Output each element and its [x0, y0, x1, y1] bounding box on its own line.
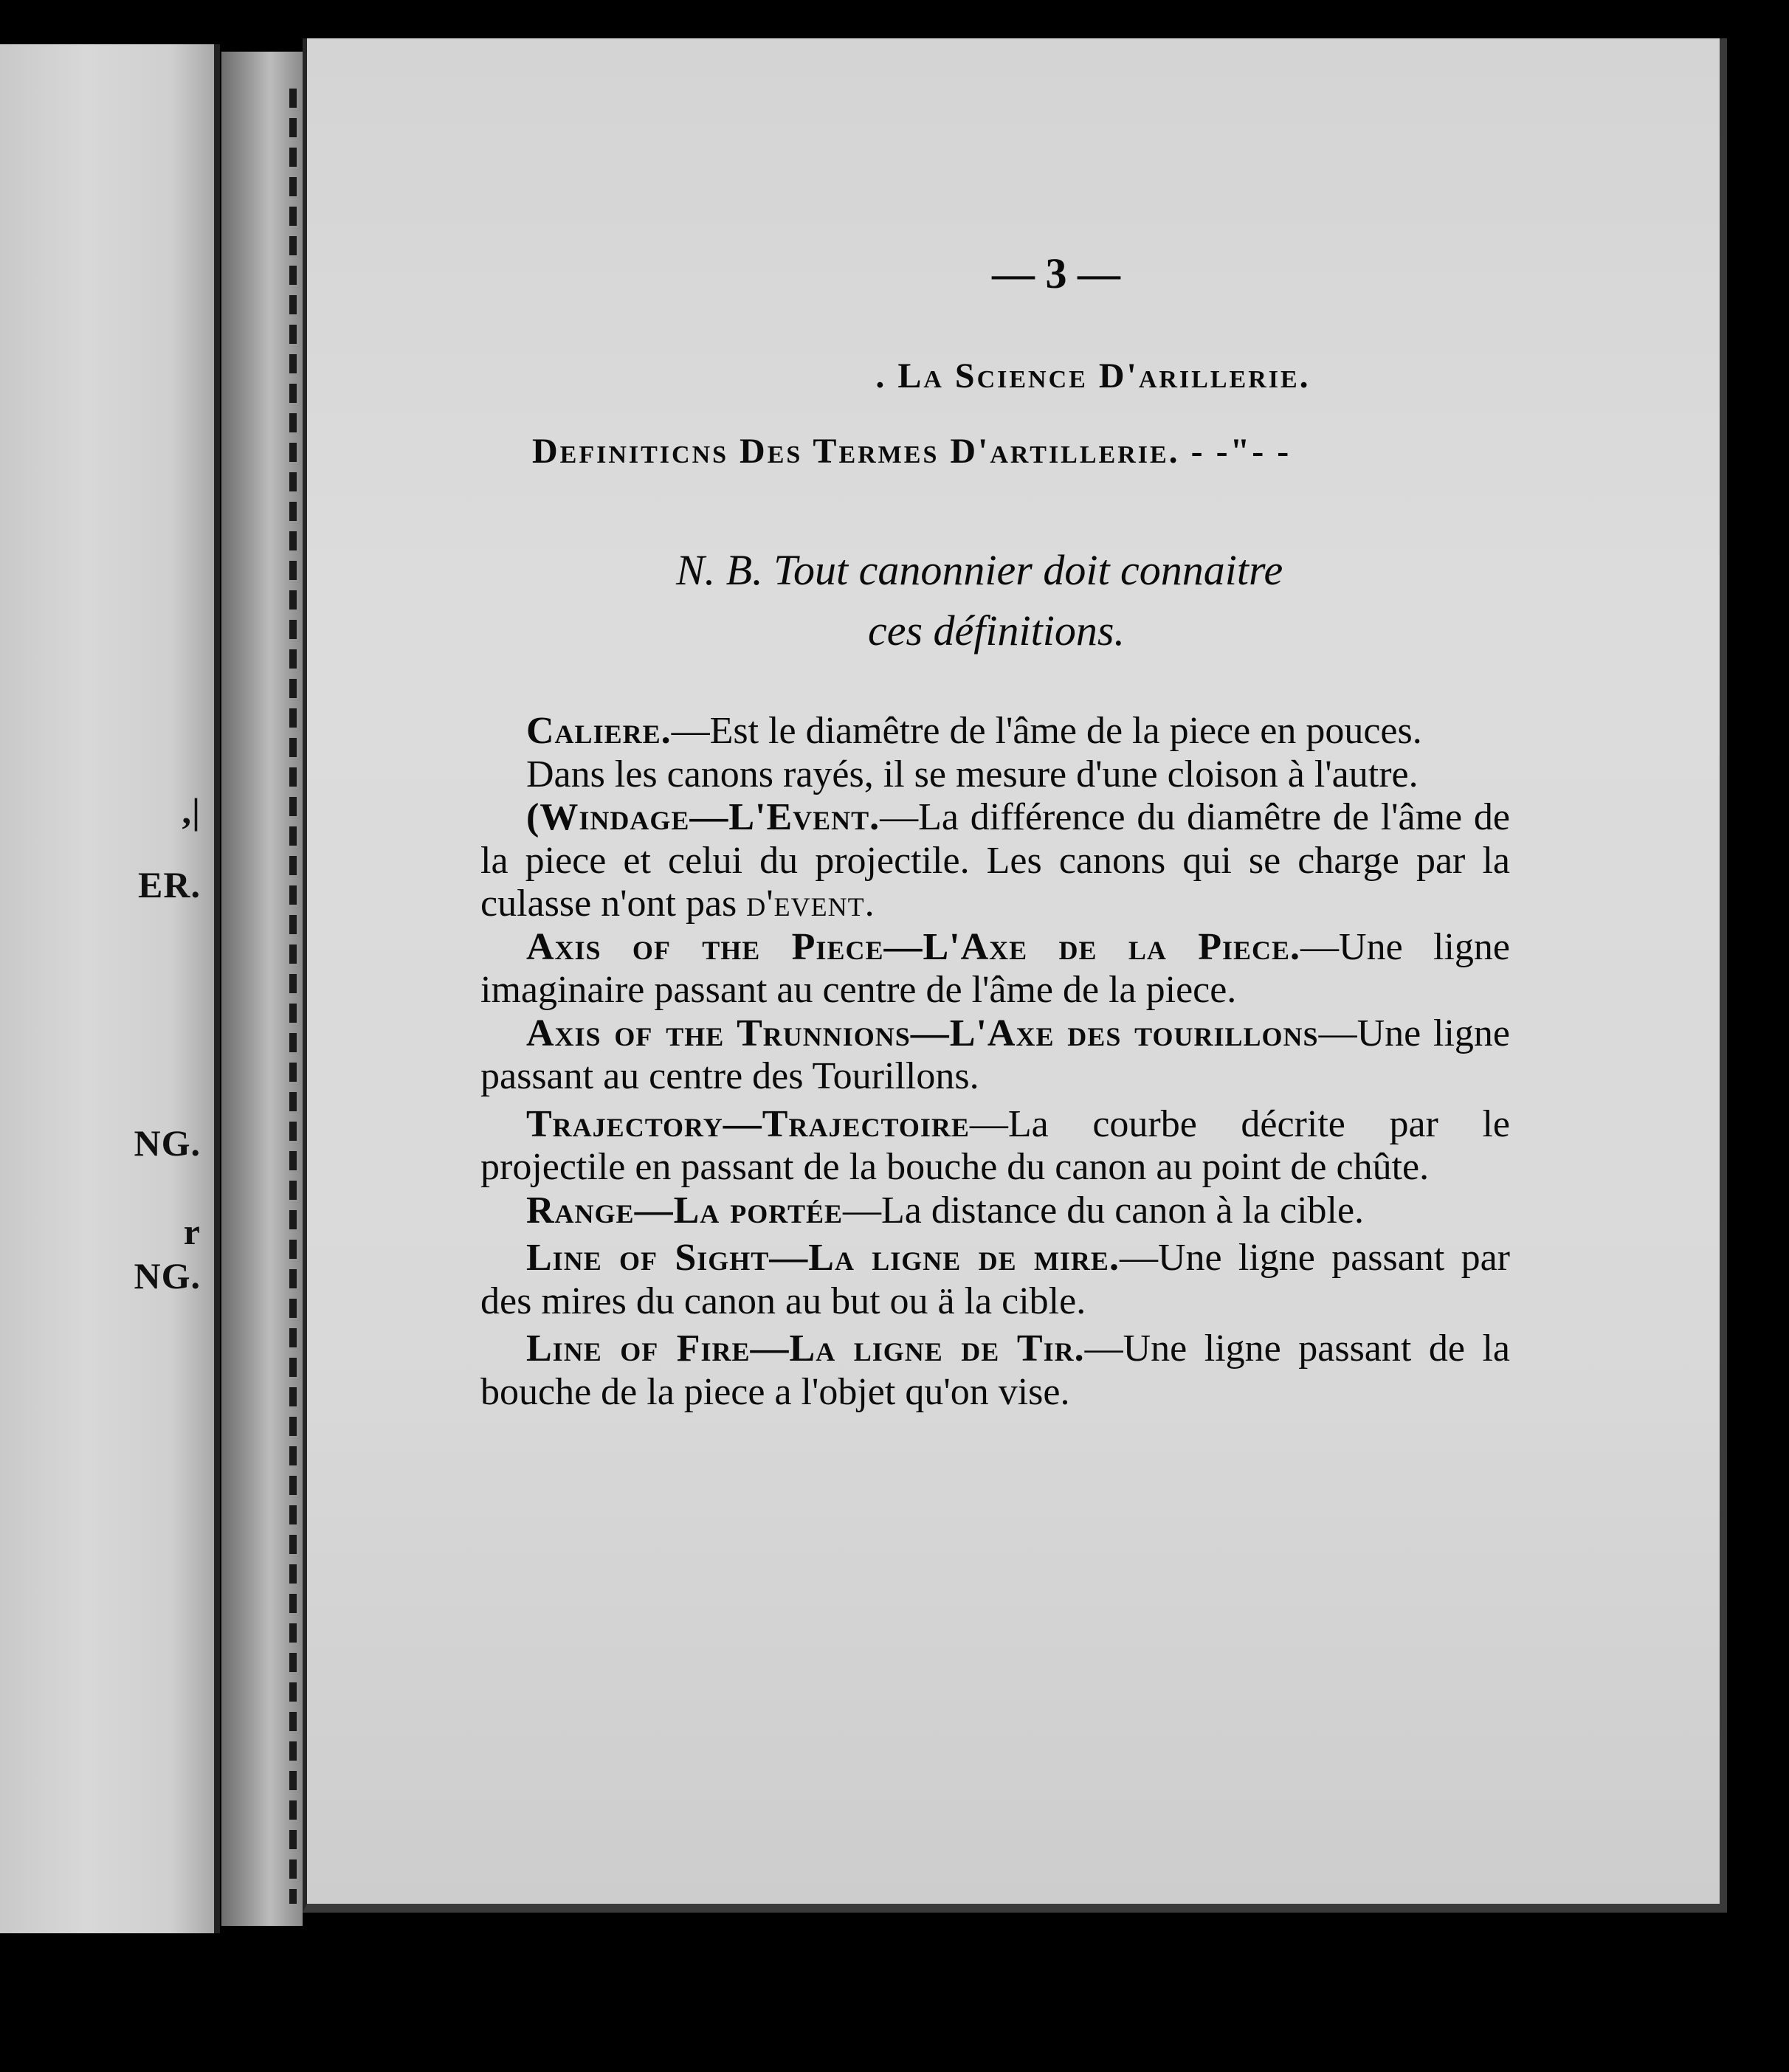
page	[303, 38, 1727, 1913]
definition-text: —Une ligne passant par des mires du canon au but ou ä la cible.	[480, 1237, 1510, 1322]
definition-line-of-sight	[480, 1237, 1510, 1323]
spine-stitching	[289, 89, 297, 1904]
definition-trajectory	[480, 1103, 1510, 1189]
definition-text: —La différence du diamêtre de l'âme de la piece et celui du projectile. Les canons qui se charge par la culasse n'ont pas	[480, 796, 1510, 925]
definition-text: Dans les canons rayés, il se mesure d'une cloison à l'autre.	[526, 753, 1419, 795]
definition-term: Axis of the Trunnions—L'Axe des tourillons	[526, 1012, 1319, 1054]
definition-term: Line of Fire—La ligne de Tir.	[526, 1327, 1085, 1370]
definition-term: Axis of the Piece—L'Axe de la Piece.	[526, 925, 1301, 968]
definition-text: —Est le diamêtre de l'âme de la piece en pouces.	[671, 710, 1422, 752]
definition-term: (Windage—L'Event.	[526, 796, 880, 838]
definition-text: —La courbe décrite par le projectile en passant de la bouche du canon au point de chûte.	[480, 1102, 1510, 1188]
definition-term: Caliere.	[526, 710, 672, 752]
left-page-fragment: NG.	[134, 1255, 201, 1296]
page-title: . La Science D'arillerie.	[875, 356, 1311, 396]
definition-text: —Une ligne passant de la bouche de la piece a l'objet qu'on vise.	[480, 1327, 1510, 1413]
definition-tail: d'event.	[746, 883, 875, 925]
page-subtitle: Definiticns Des Termes D'artillerie. - -"- -	[532, 432, 1292, 471]
definition-axis-piece	[480, 926, 1510, 1012]
note-line: N. B. Tout canonnier doit connaitre	[676, 546, 1283, 594]
previous-page-edge	[0, 44, 220, 1933]
left-page-fragment: NG.	[134, 1122, 201, 1164]
definition-text: —Une ligne imaginaire passant au centre de l'âme de la piece.	[480, 925, 1511, 1011]
definition-term: Range—La portée	[526, 1189, 844, 1232]
definition-term: Trajectory—Trajectoire	[526, 1102, 970, 1145]
definition-caliber	[480, 710, 1510, 753]
definition-text: —Une ligne passant au centre des Tourillons.	[480, 1012, 1510, 1097]
definition-windage	[480, 796, 1510, 926]
definition-rifled-note	[480, 753, 1510, 797]
definition-axis-trunnions	[480, 1012, 1510, 1099]
page-number: — 3 —	[992, 249, 1120, 297]
definition-term: Line of Sight—La ligne de mire.	[526, 1237, 1120, 1279]
left-page-fragment: r	[183, 1211, 201, 1252]
definition-range	[480, 1189, 1510, 1233]
note	[676, 540, 1510, 661]
left-page-fragment: ,|	[182, 790, 201, 832]
definition-text: —La distance du canon à la cible.	[843, 1189, 1365, 1232]
definition-line-of-fire	[480, 1327, 1510, 1414]
note-line: ces définitions.	[868, 607, 1125, 655]
left-page-fragment: ER.	[138, 864, 201, 905]
definitions-list	[480, 710, 1510, 1414]
